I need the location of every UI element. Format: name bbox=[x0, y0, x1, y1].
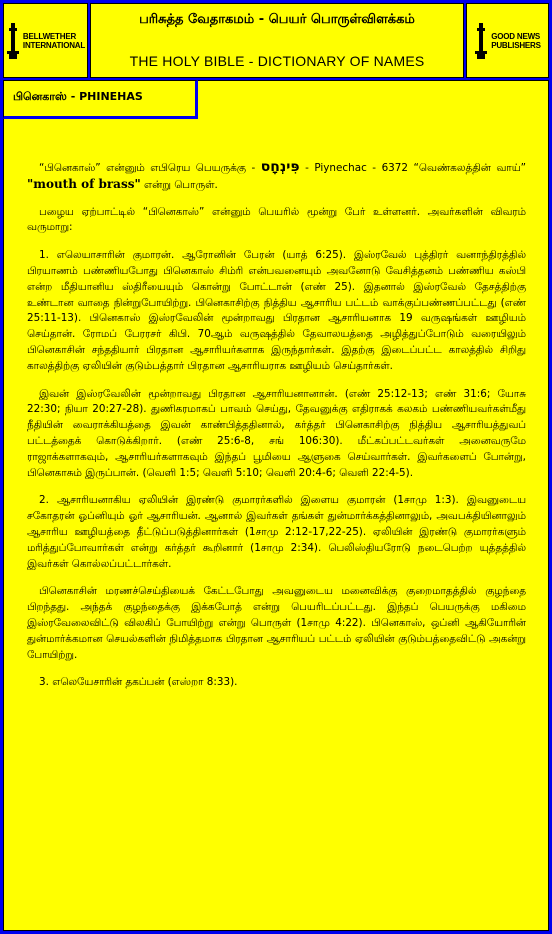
entry-body bbox=[27, 160, 526, 691]
intro-part2: - Piynechac - 6372 bbox=[305, 162, 409, 174]
entry-heading: பினெகாஸ் - PHINEHAS bbox=[13, 90, 143, 103]
intro-part3: “வெண்கலத்தின் வாய்” bbox=[413, 162, 526, 174]
paragraph-4: 2. ஆசாரியனாகிய ஏலியின் இரண்டு குமாரர்களில் இளைய குமாரன் (1சாமு 1:3). இவனுடைய சகோதரன் ஓப்னியும் ஓர் ஆசாரியன். ஆனால் இவர்கள் தங்கள் துன்மார்க்கத்தினாலும், அவபக்தியினாலும் ஆசாரிய ஊழியத்தை தீட்டுப்படுத்தினார்கள் (1சாமு 2:12-17,22-25). ஏலியின் இரண்டு குமாரர்களும் மரித்துப்போவார்கள் என்று கர்த்தர் கூறினார் (1சாமு 2:34). பெலிஸ்தியரோடு நடைபெற்ற யுத்தத்தில் இவர்கள் கொல்லப்பட்டார்கள். bbox=[27, 494, 526, 570]
intro-paragraph bbox=[27, 160, 526, 194]
title-banner bbox=[90, 3, 464, 78]
title-tamil: பரிசுத்த வேதாகமம் - பெயர் பொருள்விளக்கம் bbox=[139, 12, 415, 27]
good-news-logo bbox=[466, 3, 549, 78]
paragraph-1: பழைய ஏற்பாட்டில் “பினெகாஸ்” என்னும் பெயரில் மூன்று பேர் உள்ளனர். அவர்களின் விவரம் வருமாறு: bbox=[27, 205, 526, 234]
entry-heading-box bbox=[3, 80, 198, 119]
paragraph-6: 3. எலெயேசாரின் தகப்பன் (எஸ்றா 8:33). bbox=[39, 676, 238, 689]
lamp-icon bbox=[6, 21, 20, 61]
intro-part1: “பினெகாஸ்” என்னும் எபிரெய பெயருக்கு - bbox=[39, 162, 256, 174]
lamp-icon bbox=[474, 21, 488, 61]
title-english: THE HOLY BIBLE - DICTIONARY OF NAMES bbox=[129, 53, 425, 69]
logo-line-2: INTERNATIONAL bbox=[22, 40, 86, 50]
logo-line-1: GOOD NEWS bbox=[491, 31, 541, 41]
logo-line-2: PUBLISHERS bbox=[491, 40, 541, 50]
logo-line-1: BELLWETHER bbox=[22, 31, 77, 41]
paragraph-2: 1. எலெயாசாரின் குமாரன். ஆரோனின் பேரன் (யாத் 6:25). இஸ்ரவேல் புத்திரர் வனாந்திரத்தில் பிரயாணம் பண்ணியபோது பினெகாஸ் சிம்ரி என்பவனையும் அவனோடு வேசித்தனம் பண்ணிய கஸ்பி என்ற மீதியானிய ஸ்திரீயையும் கொன்று போட்டான் (எண் 25). இதனால் இஸ்ரவேல் தேசத்திற்கு உண்டான வாதை நின்றுபோயிற்று. பினெகாசிற்கு நித்திய ஆசாரிய பட்டம் வாக்குப்பண்ணப்பட்டது (எண் 25:11-13). பினெகாஸ் இஸ்ரவேலின் மூன்றாவது பிரதான ஆசாரியனாக 19 வருஷங்கள் ஊழியம் செய்தான். ரோமப் பேரரசர் கிபி. 70ஆம் வருஷத்தில் தேவாலயத்தை அழித்துப்போடும் வரையிலும் பினெகாசின் சந்ததியார் பிரதான ஆசாரியர்களாக இருந்தார்கள். இதற்கு இடைப்பட்ட காலத்தில் சிறிது காலத்திற்கு ஏலியின் குடும்பத்தார் பிரதான ஆசாரியராக ஊழியம் செய்தார்கள். bbox=[27, 249, 526, 372]
paragraph-3: இவன் இஸ்ரவேலின் மூன்றாவது பிரதான ஆசாரியனானான். (எண் 25:12-13; எண் 31:6; யோசு 22:30; நியா 20:27-28). துணிகரமாகப் பாவம் செய்து, தேவனுக்கு எதிராகக் கலகம் பண்ணியவர்கள்மீது நீதியின் வைராக்கியத்தை இவன் காண்பித்ததினால், கர்த்தர் பினெகாசிற்கு நித்திய ஆசாரியத்துவப் பட்டத்தைக் கொடுக்கிறார். (எண் 25:6-8, சங் 106:30). மீட்கப்பட்டவர்கள் அனைவருமே ராஜாக்களாகவும், ஆசாரியர்களாகவும் இந்தப் பூமியை ஆளுகை செய்வார்கள். இவர்களைப் போன்று, பினெகாசும் இருப்பான். (வெளி 1:5; வெளி 5:10; வெளி 20:4-6; வெளி 22:4-5). bbox=[27, 387, 526, 479]
intro-english: "mouth of brass" bbox=[27, 176, 141, 191]
hebrew-word: פִּינְחָס bbox=[260, 159, 300, 175]
intro-part4: என்று பொருள். bbox=[144, 178, 218, 191]
paragraph-5: பினெகாசின் மரணச்செய்தியைக் கேட்டபோது அவனுடைய மனைவிக்கு குறைமாதத்தில் குழந்தை பிறந்தது. அந்தக் குழந்தைக்கு இக்கபோத் என்று பெயரிடப்பட்டது. இந்தப் பெயருக்கு மகிமை இஸ்ரவேலைவிட்டு விலகிப் போயிற்று என்று பொருள் (1சாமு 4:22). பினெகாஸ், ஒப்னி ஆகியோரின் துன்மார்க்கமான செயல்களின் நிமித்தமாக பிரதான ஆசாரியப் பட்டம் ஏலியின் குடும்பத்தைவிட்டு அகன்று போயிற்று. bbox=[27, 585, 526, 661]
bellwether-logo bbox=[3, 3, 88, 78]
